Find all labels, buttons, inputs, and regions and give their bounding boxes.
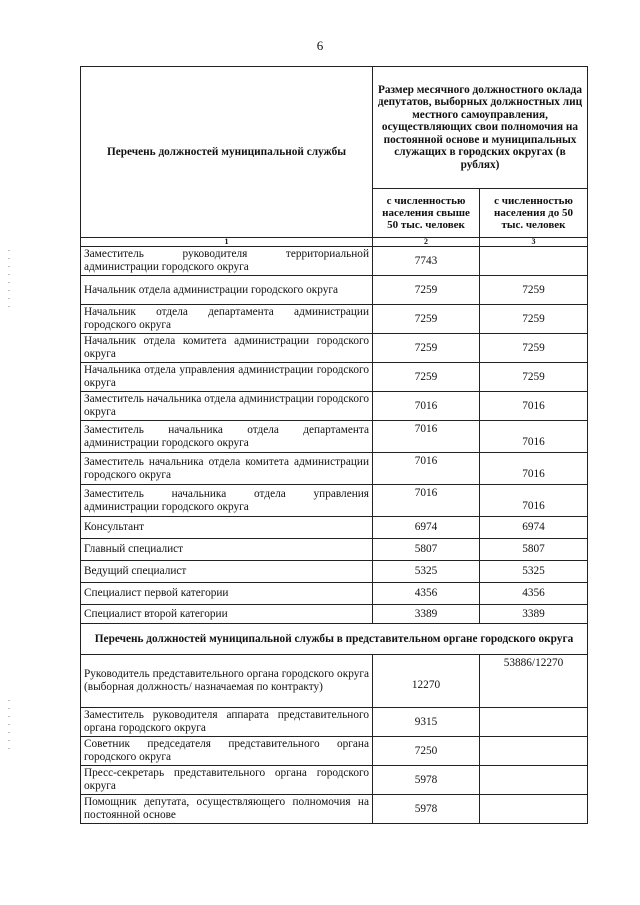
position-name: Пресс-секретарь представительного органа городского округа [81, 766, 373, 795]
salary-under-50: 7259 [480, 363, 588, 392]
salary-under-50: 7016 [480, 485, 588, 517]
salary-over-50: 7016 [373, 453, 480, 485]
table-row [81, 605, 588, 624]
salary-under-50 [480, 708, 588, 737]
salary-under-50: 7016 [480, 392, 588, 421]
salary-over-50: 7016 [373, 392, 480, 421]
salary-over-50: 5978 [373, 795, 480, 824]
col-under-50-header: с численностью населения до 50 тыс. человек [480, 189, 588, 238]
salary-under-50: 53886/12270 [480, 655, 588, 708]
column-number: 1 [81, 238, 373, 247]
salary-under-50: 7016 [480, 421, 588, 453]
salary-under-50: 7259 [480, 276, 588, 305]
col-over-50-header: с численностью населения свыше 50 тыс. человек [373, 189, 480, 238]
scan-margin-dots [8, 250, 10, 310]
scan-margin-dots [8, 700, 10, 750]
table-row [81, 276, 588, 305]
table-row [81, 421, 588, 453]
position-name: Начальник отдела администрации городского округа [81, 276, 373, 305]
position-name: Консультант [81, 517, 373, 539]
position-name: Специалист второй категории [81, 605, 373, 624]
position-name: Заместитель начальника отдела комитета администрации городского округа [81, 453, 373, 485]
table-row [81, 305, 588, 334]
table-row [81, 334, 588, 363]
salary-under-50 [480, 737, 588, 766]
position-name: Заместитель начальника отдела департамента администрации городского округа [81, 421, 373, 453]
salary-under-50: 7016 [480, 453, 588, 485]
salary-over-50: 7743 [373, 247, 480, 276]
salary-table [80, 66, 588, 824]
position-name: Главный специалист [81, 539, 373, 561]
table-row [81, 766, 588, 795]
salary-over-50: 7259 [373, 276, 480, 305]
table-row [81, 795, 588, 824]
table-row [81, 363, 588, 392]
table-row [81, 517, 588, 539]
salary-over-50: 7259 [373, 305, 480, 334]
positions-column-header: Перечень должностей муниципальной службы [81, 67, 373, 238]
salary-under-50: 7259 [480, 305, 588, 334]
salary-under-50: 4356 [480, 583, 588, 605]
position-name: Начальник отдела комитета администрации городского округа [81, 334, 373, 363]
salary-over-50: 4356 [373, 583, 480, 605]
table-row [81, 561, 588, 583]
salary-under-50: 5325 [480, 561, 588, 583]
table-row [81, 583, 588, 605]
salary-over-50: 12270 [373, 655, 480, 708]
salary-over-50: 7250 [373, 737, 480, 766]
column-number: 3 [480, 238, 588, 247]
salary-over-50: 3389 [373, 605, 480, 624]
position-name: Заместитель руководителя территориальной администрации городского округа [81, 247, 373, 276]
position-name: Руководитель представительного органа городского округа (выборная должность/ назначаемая по контракту) [81, 655, 373, 708]
salary-over-50: 7259 [373, 334, 480, 363]
position-name: Помощник депутата, осуществляющего полномочия на постоянной основе [81, 795, 373, 824]
salary-column-header: Размер месячного должностного оклада депутатов, выборных должностных лиц местного самоуправления, осуществляющих свои полномочия на постоянной основе и муниципальных служащих в городских округах (в рублях) [373, 67, 588, 189]
table-row [81, 708, 588, 737]
salary-under-50: 5807 [480, 539, 588, 561]
table-row [81, 485, 588, 517]
table-row [81, 453, 588, 485]
salary-over-50: 7016 [373, 421, 480, 453]
position-name: Начальник отдела департамента администрации городского округа [81, 305, 373, 334]
table-row [81, 539, 588, 561]
position-name: Заместитель руководителя аппарата представительного органа городского округа [81, 708, 373, 737]
salary-over-50: 5325 [373, 561, 480, 583]
column-number: 2 [373, 238, 480, 247]
position-name: Ведущий специалист [81, 561, 373, 583]
position-name: Начальника отдела управления администрации городского округа [81, 363, 373, 392]
salary-under-50 [480, 247, 588, 276]
salary-under-50: 3389 [480, 605, 588, 624]
salary-under-50: 6974 [480, 517, 588, 539]
position-name: Заместитель начальника отдела администрации городского округа [81, 392, 373, 421]
page-number: 6 [316, 38, 324, 53]
salary-under-50: 7259 [480, 334, 588, 363]
salary-under-50 [480, 766, 588, 795]
salary-under-50 [480, 795, 588, 824]
section-title: Перечень должностей муниципальной службы в представительном органе городского округа [81, 624, 588, 655]
salary-over-50: 6974 [373, 517, 480, 539]
position-name: Специалист первой категории [81, 583, 373, 605]
table-row [81, 392, 588, 421]
salary-over-50: 5978 [373, 766, 480, 795]
position-name: Заместитель начальника отдела управления администрации городского округа [81, 485, 373, 517]
table-row [81, 247, 588, 276]
salary-over-50: 5807 [373, 539, 480, 561]
salary-over-50: 9315 [373, 708, 480, 737]
salary-over-50: 7259 [373, 363, 480, 392]
table-row [81, 737, 588, 766]
position-name: Советник председателя представительного органа городского округа [81, 737, 373, 766]
salary-over-50: 7016 [373, 485, 480, 517]
table-row [81, 655, 588, 708]
